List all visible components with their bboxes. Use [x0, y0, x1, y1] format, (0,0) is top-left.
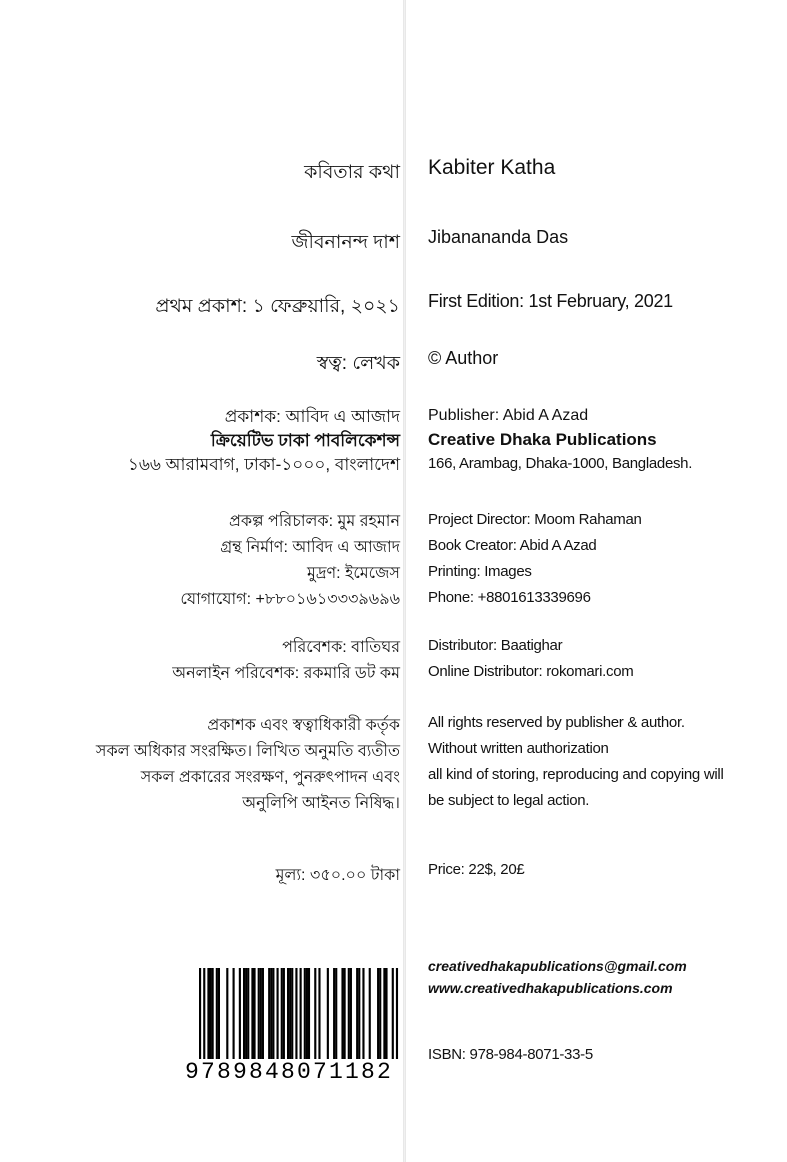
bn-distribution-block	[172, 635, 400, 687]
isbn-barcode	[185, 968, 400, 1088]
bn-publisher-name: ক্রিয়েটিভ ঢাকা পাবলিকেশন্স	[210, 431, 400, 450]
barcode-bar	[306, 968, 308, 1060]
barcode-bar	[350, 968, 352, 1060]
en-distribution-block	[428, 633, 633, 685]
barcode-bar	[245, 968, 247, 1060]
barcode-bar	[272, 968, 274, 1060]
bn-author: জীবনানন্দ দাশ	[291, 232, 400, 253]
en-contact-block	[428, 955, 687, 999]
barcode-bar	[369, 968, 371, 1060]
en-edition: First Edition: 1st February, 2021	[428, 291, 673, 311]
en-rights-block	[428, 710, 723, 814]
en-credits-block	[428, 507, 642, 611]
en-phone: Phone: +8801613339696	[428, 589, 591, 606]
barcode-bar	[300, 968, 302, 1068]
bn-edition: প্রথম প্রকাশ: ১ ফেব্রুয়ারি, ২০২১	[155, 296, 400, 317]
barcode-bar	[277, 968, 279, 1060]
barcode-bars	[185, 968, 400, 1068]
barcode-bar	[203, 968, 205, 1068]
barcode-bar	[291, 968, 293, 1060]
en-title: Kabiter Katha	[428, 156, 556, 179]
en-copyright: © Author	[428, 348, 499, 368]
barcode-bar	[268, 968, 270, 1060]
barcode-bar	[260, 968, 262, 1060]
barcode-bar	[253, 968, 255, 1060]
bn-rights-line: সকল অধিকার সংরক্ষিত। লিখিত অনুমতি ব্যতীত	[95, 743, 400, 760]
barcode-bar	[348, 968, 350, 1060]
barcode-bar	[344, 968, 346, 1060]
barcode-bar	[377, 968, 379, 1060]
en-rights-line: all kind of storing, reproducing and copying will	[428, 766, 724, 783]
barcode-bar	[341, 968, 343, 1060]
bn-project-director: প্রকল্প পরিচালক: মুম রহমান	[228, 513, 400, 530]
bn-online-distributor: অনলাইন পরিবেশক: রকমারি ডট কম	[172, 665, 400, 682]
en-email: creativedhakapublications@gmail.com	[428, 958, 687, 974]
bn-book-creator: গ্রন্থ নির্মাণ: আবিদ এ আজাদ	[220, 539, 400, 556]
en-publisher-block	[428, 404, 692, 476]
barcode-bar	[226, 968, 228, 1060]
bn-title: কবিতার কথা	[304, 162, 400, 183]
barcode-bar	[258, 968, 260, 1060]
en-author: Jibanananda Das	[428, 227, 569, 247]
barcode-bar	[287, 968, 289, 1060]
en-rights-line: Without written authorization	[428, 740, 609, 757]
barcode-bar	[251, 968, 253, 1060]
barcode-bar	[362, 968, 364, 1060]
barcode-bar	[199, 968, 201, 1068]
barcode-bar	[233, 968, 235, 1060]
bn-copyright: স্বত্ব: লেখক	[316, 353, 400, 374]
barcode-bar	[396, 968, 398, 1068]
bn-address: ১৬৬ আরামবাগ, ঢাকা-১০০০, বাংলাদেশ	[127, 455, 400, 474]
barcode-bar	[335, 968, 337, 1060]
en-rights-line: be subject to legal action.	[428, 792, 590, 809]
barcode-bar	[308, 968, 310, 1060]
barcode-bar	[218, 968, 220, 1060]
bn-credits-block	[180, 509, 400, 613]
en-online-distributor: Online Distributor: rokomari.com	[428, 663, 634, 680]
bn-rights-line: সকল প্রকারের সংরক্ষণ, পুনরুৎপাদন এবং	[140, 769, 400, 786]
bn-rights-block	[96, 713, 400, 817]
en-book-creator: Book Creator: Abid A Azad	[428, 537, 597, 554]
barcode-bar	[247, 968, 249, 1060]
barcode-bar	[207, 968, 209, 1060]
en-publisher: Publisher: Abid A Azad	[428, 407, 589, 424]
bn-publisher-block	[128, 405, 400, 477]
barcode-bar	[358, 968, 360, 1060]
barcode-bar	[283, 968, 285, 1060]
barcode-bar	[295, 968, 297, 1068]
barcode-bar	[304, 968, 306, 1060]
bn-rights-line: অনুলিপি আইনত নিষিদ্ধ।	[242, 795, 400, 812]
en-website: www.creativedhakapublications.com	[428, 980, 673, 996]
barcode-bar	[318, 968, 320, 1060]
en-price: Price: 22$, 20£	[428, 861, 525, 878]
barcode-bar	[262, 968, 264, 1060]
barcode-bar	[281, 968, 283, 1060]
barcode-bar	[392, 968, 394, 1068]
bn-phone: যোগাযোগ: +৮৮০১৬১৩৩৩৯৬৯৬	[180, 591, 400, 608]
en-publisher-name: Creative Dhaka Publications	[428, 430, 657, 449]
en-printing: Printing: Images	[428, 563, 532, 580]
en-project-director: Project Director: Moom Rahaman	[428, 511, 642, 528]
barcode-bar	[239, 968, 241, 1060]
barcode-bar	[314, 968, 316, 1060]
barcode-bar	[270, 968, 272, 1060]
barcode-bar	[385, 968, 387, 1060]
bn-price: মূল্য: ৩৫০.০০ টাকা	[275, 867, 400, 884]
bn-rights-line: প্রকাশক এবং স্বত্বাধিকারী কর্তৃক	[207, 717, 400, 734]
barcode-bar	[289, 968, 291, 1060]
en-rights-line: All rights reserved by publisher & author.	[428, 714, 685, 731]
center-divider	[403, 0, 406, 1162]
en-distributor: Distributor: Baatighar	[428, 637, 563, 654]
barcode-bar	[327, 968, 329, 1060]
bn-distributor: পরিবেশক: বাতিঘর	[282, 639, 400, 656]
barcode-bar	[333, 968, 335, 1060]
bn-publisher: প্রকাশক: আবিদ এ আজাদ	[224, 407, 400, 426]
en-address: 166, Arambag, Dhaka-1000, Bangladesh.	[428, 455, 693, 472]
barcode-bar	[209, 968, 211, 1060]
barcode-bar	[216, 968, 218, 1060]
barcode-digits: 9789848071182	[185, 1059, 400, 1085]
bn-printing: মুদ্রণ: ইমেজেস	[306, 565, 400, 582]
barcode-bar	[243, 968, 245, 1060]
barcode-bar	[379, 968, 381, 1060]
barcode-bar	[212, 968, 214, 1060]
barcode-bar	[383, 968, 385, 1060]
barcode-bar	[356, 968, 358, 1060]
en-isbn: ISBN: 978-984-8071-33-5	[428, 1046, 593, 1063]
